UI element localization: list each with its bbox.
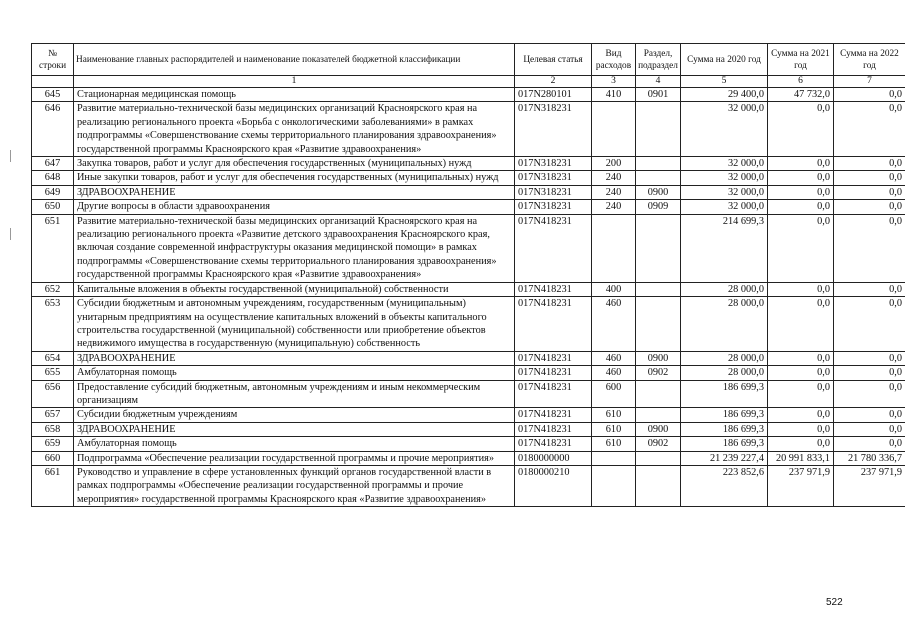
- row-sum-2022: 21 780 336,7: [834, 451, 905, 465]
- col-header-2021: Сумма на 2021 год: [768, 44, 834, 76]
- row-target: 0180000210: [515, 465, 592, 506]
- row-number: 657: [32, 408, 74, 422]
- table-row: [32, 282, 905, 296]
- row-sum-2022: 0,0: [834, 422, 905, 436]
- row-kind: [592, 465, 636, 506]
- row-number: 653: [32, 297, 74, 352]
- row-kind: 600: [592, 380, 636, 408]
- row-sum-2021: 20 991 833,1: [768, 451, 834, 465]
- row-sum-2020: 186 699,3: [681, 437, 768, 451]
- row-section: [636, 282, 681, 296]
- row-sum-2022: 0,0: [834, 200, 905, 214]
- row-kind: 240: [592, 200, 636, 214]
- row-name: Руководство и управление в сфере установленных функций органов государственной власти в рамках подпрограммы «Обеспечение реализации государственной программы и прочие мероприятия» государственной программы Красноярского края «Развитие здравоохранения»: [74, 465, 515, 506]
- row-target: 017N418231: [515, 351, 592, 365]
- row-target: 017N418231: [515, 408, 592, 422]
- row-target: 017N318231: [515, 102, 592, 157]
- column-index: 2: [515, 76, 592, 88]
- column-index: 1: [74, 76, 515, 88]
- row-number: 654: [32, 351, 74, 365]
- row-kind: 410: [592, 88, 636, 102]
- row-sum-2020: 21 239 227,4: [681, 451, 768, 465]
- table-row: [32, 88, 905, 102]
- row-kind: 240: [592, 171, 636, 185]
- row-section: [636, 451, 681, 465]
- row-kind: 400: [592, 282, 636, 296]
- col-header-kind: Вид расходов: [592, 44, 636, 76]
- row-section: 0900: [636, 185, 681, 199]
- row-number: 645: [32, 88, 74, 102]
- row-name: Амбулаторная помощь: [74, 366, 515, 380]
- row-section: [636, 465, 681, 506]
- row-section: [636, 214, 681, 282]
- row-sum-2020: 32 000,0: [681, 102, 768, 157]
- table-row: [32, 422, 905, 436]
- row-section: 0901: [636, 88, 681, 102]
- row-sum-2021: 0,0: [768, 366, 834, 380]
- row-sum-2021: 0,0: [768, 422, 834, 436]
- col-header-2022: Сумма на 2022 год: [834, 44, 905, 76]
- row-sum-2020: 32 000,0: [681, 171, 768, 185]
- row-name: ЗДРАВООХРАНЕНИЕ: [74, 422, 515, 436]
- row-sum-2020: 29 400,0: [681, 88, 768, 102]
- row-kind: 460: [592, 366, 636, 380]
- row-kind: 460: [592, 351, 636, 365]
- row-sum-2022: 0,0: [834, 171, 905, 185]
- row-name: Субсидии бюджетным и автономным учреждениям, государственным (муниципальным) унитарным предприятиям на осуществление капитальных вложений в объекты капитального строительства государственной (муниципальной) собственности или приобретение объектов недвижимого имущества в государственную (муниципальную) собственность: [74, 297, 515, 352]
- table-row: [32, 366, 905, 380]
- row-sum-2020: 186 699,3: [681, 380, 768, 408]
- table-row: [32, 200, 905, 214]
- col-header-section: Раздел, подраздел: [636, 44, 681, 76]
- table-row: [32, 157, 905, 171]
- table-row: [32, 102, 905, 157]
- row-target: 017N318231: [515, 200, 592, 214]
- row-sum-2022: 0,0: [834, 157, 905, 171]
- row-name: Капитальные вложения в объекты государственной (муниципальной) собственности: [74, 282, 515, 296]
- column-index: 6: [768, 76, 834, 88]
- row-name: Стационарная медицинская помощь: [74, 88, 515, 102]
- row-name: ЗДРАВООХРАНЕНИЕ: [74, 351, 515, 365]
- row-sum-2022: 0,0: [834, 282, 905, 296]
- row-sum-2022: 0,0: [834, 297, 905, 352]
- column-index: 5: [681, 76, 768, 88]
- row-sum-2021: 0,0: [768, 380, 834, 408]
- row-sum-2020: 186 699,3: [681, 408, 768, 422]
- row-name: Предоставление субсидий бюджетным, автономным учреждениям и иным некоммерческим организациям: [74, 380, 515, 408]
- row-section: [636, 408, 681, 422]
- row-sum-2021: 0,0: [768, 200, 834, 214]
- row-target: 017N318231: [515, 185, 592, 199]
- row-name: Амбулаторная помощь: [74, 437, 515, 451]
- row-sum-2022: 0,0: [834, 408, 905, 422]
- page-number: 522: [826, 597, 843, 608]
- row-sum-2022: 0,0: [834, 437, 905, 451]
- row-sum-2020: 32 000,0: [681, 200, 768, 214]
- row-sum-2021: 0,0: [768, 437, 834, 451]
- table-row: [32, 451, 905, 465]
- table-row: [32, 351, 905, 365]
- col-header-row-no: № строки: [32, 44, 74, 76]
- row-sum-2021: 0,0: [768, 102, 834, 157]
- margin-mark: [10, 150, 11, 162]
- row-target: 017N318231: [515, 157, 592, 171]
- row-sum-2021: 0,0: [768, 185, 834, 199]
- row-sum-2022: 0,0: [834, 88, 905, 102]
- row-target: 017N418231: [515, 297, 592, 352]
- row-sum-2020: 28 000,0: [681, 366, 768, 380]
- row-target: 017N418231: [515, 437, 592, 451]
- row-number: 659: [32, 437, 74, 451]
- row-sum-2020: 28 000,0: [681, 351, 768, 365]
- row-number: 661: [32, 465, 74, 506]
- row-target: 017N418231: [515, 422, 592, 436]
- row-kind: 240: [592, 185, 636, 199]
- row-kind: [592, 102, 636, 157]
- row-kind: [592, 214, 636, 282]
- row-target: 017N318231: [515, 171, 592, 185]
- row-kind: 200: [592, 157, 636, 171]
- row-name: Другие вопросы в области здравоохранения: [74, 200, 515, 214]
- row-section: [636, 171, 681, 185]
- row-sum-2021: 0,0: [768, 351, 834, 365]
- row-number: 649: [32, 185, 74, 199]
- table-row: [32, 185, 905, 199]
- row-name: Развитие материально-технической базы медицинских организаций Красноярского края на реализацию регионального проекта «Развитие детского здравоохранения Красноярского края, включая создание современной инфраструктуры оказания медицинской помощи» в рамках подпрограммы «Совершенствование схемы территориального планирования здравоохранения» государственной программы Красноярского края «Развитие здравоохранения»: [74, 214, 515, 282]
- row-name: Субсидии бюджетным учреждениям: [74, 408, 515, 422]
- column-index: [32, 76, 74, 88]
- row-kind: 460: [592, 297, 636, 352]
- col-header-target: Целевая статья: [515, 44, 592, 76]
- row-section: 0900: [636, 422, 681, 436]
- table-row: [32, 171, 905, 185]
- row-sum-2020: 28 000,0: [681, 297, 768, 352]
- row-section: 0902: [636, 437, 681, 451]
- row-kind: 610: [592, 422, 636, 436]
- row-number: 647: [32, 157, 74, 171]
- row-number: 655: [32, 366, 74, 380]
- table-row: [32, 380, 905, 408]
- row-section: 0902: [636, 366, 681, 380]
- col-header-2020: Сумма на 2020 год: [681, 44, 768, 76]
- row-sum-2022: 0,0: [834, 102, 905, 157]
- budget-table: [31, 43, 905, 507]
- row-sum-2020: 214 699,3: [681, 214, 768, 282]
- row-section: [636, 380, 681, 408]
- column-index-row: [32, 76, 905, 88]
- row-kind: 610: [592, 437, 636, 451]
- row-number: 656: [32, 380, 74, 408]
- row-sum-2020: 32 000,0: [681, 157, 768, 171]
- row-target: 017N280101: [515, 88, 592, 102]
- row-number: 648: [32, 171, 74, 185]
- table-row: [32, 214, 905, 282]
- row-name: Закупка товаров, работ и услуг для обеспечения государственных (муниципальных) нужд: [74, 157, 515, 171]
- table-row: [32, 408, 905, 422]
- row-sum-2021: 0,0: [768, 282, 834, 296]
- row-section: [636, 297, 681, 352]
- column-index: 7: [834, 76, 905, 88]
- row-sum-2022: 0,0: [834, 185, 905, 199]
- row-target: 017N418231: [515, 380, 592, 408]
- margin-mark: [10, 228, 11, 240]
- row-section: [636, 157, 681, 171]
- row-sum-2022: 0,0: [834, 380, 905, 408]
- row-sum-2021: 0,0: [768, 171, 834, 185]
- row-number: 652: [32, 282, 74, 296]
- row-sum-2022: 0,0: [834, 351, 905, 365]
- column-index: 3: [592, 76, 636, 88]
- row-section: 0900: [636, 351, 681, 365]
- row-sum-2022: 237 971,9: [834, 465, 905, 506]
- row-sum-2021: 0,0: [768, 214, 834, 282]
- row-number: 650: [32, 200, 74, 214]
- header-row: [32, 44, 905, 76]
- row-section: 0909: [636, 200, 681, 214]
- row-name: Иные закупки товаров, работ и услуг для обеспечения государственных (муниципальных) нужд: [74, 171, 515, 185]
- row-name: ЗДРАВООХРАНЕНИЕ: [74, 185, 515, 199]
- table-row: [32, 297, 905, 352]
- row-sum-2021: 0,0: [768, 157, 834, 171]
- row-number: 646: [32, 102, 74, 157]
- row-number: 660: [32, 451, 74, 465]
- row-sum-2020: 223 852,6: [681, 465, 768, 506]
- row-target: 017N418231: [515, 366, 592, 380]
- row-sum-2021: 0,0: [768, 297, 834, 352]
- table-row: [32, 437, 905, 451]
- column-index: 4: [636, 76, 681, 88]
- row-sum-2021: 47 732,0: [768, 88, 834, 102]
- col-header-name: Наименование главных распорядителей и наименование показателей бюджетной классификации: [74, 44, 515, 76]
- row-target: 017N418231: [515, 282, 592, 296]
- row-section: [636, 102, 681, 157]
- row-name: Подпрограмма «Обеспечение реализации государственной программы и прочие мероприятия»: [74, 451, 515, 465]
- row-kind: [592, 451, 636, 465]
- row-sum-2020: 32 000,0: [681, 185, 768, 199]
- row-name: Развитие материально-технической базы медицинских организаций Красноярского края на реализацию регионального проекта «Борьба с онкологическими заболеваниями» в рамках подпрограммы «Совершенствование схемы территориального планирования здравоохранения» государственной программы Красноярского края «Развитие здравоохранения»: [74, 102, 515, 157]
- row-sum-2020: 28 000,0: [681, 282, 768, 296]
- row-sum-2022: 0,0: [834, 214, 905, 282]
- row-sum-2021: 237 971,9: [768, 465, 834, 506]
- table-row: [32, 465, 905, 506]
- row-sum-2020: 186 699,3: [681, 422, 768, 436]
- row-sum-2022: 0,0: [834, 366, 905, 380]
- row-number: 658: [32, 422, 74, 436]
- row-number: 651: [32, 214, 74, 282]
- row-kind: 610: [592, 408, 636, 422]
- row-target: 017N418231: [515, 214, 592, 282]
- row-target: 0180000000: [515, 451, 592, 465]
- row-sum-2021: 0,0: [768, 408, 834, 422]
